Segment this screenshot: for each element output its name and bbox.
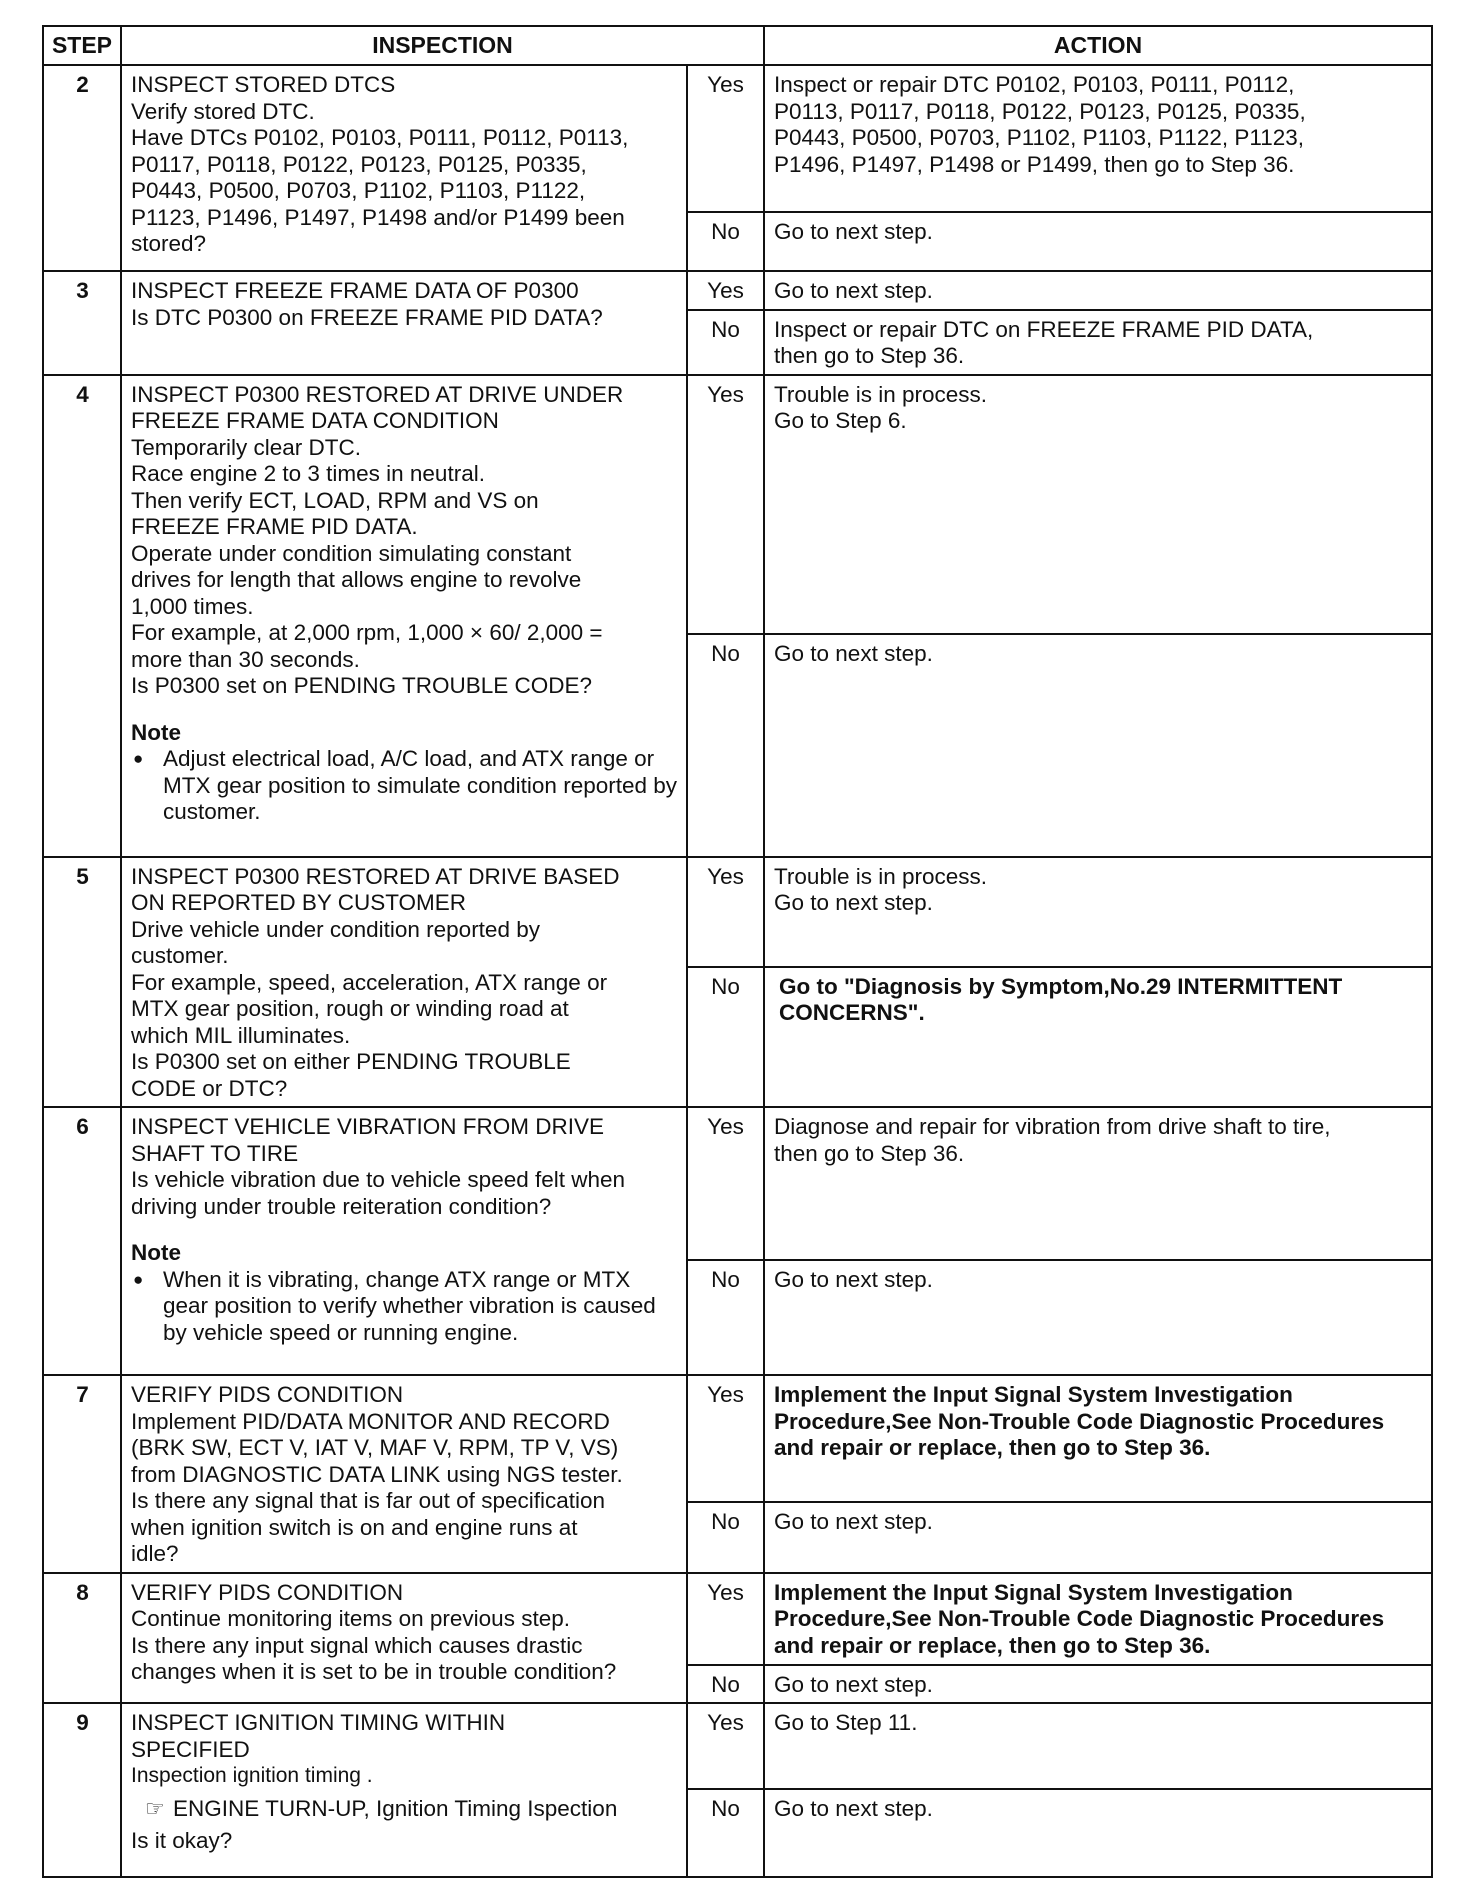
- inspection-line: Have DTCs P0102, P0103, P0111, P0112, P0113,: [131, 125, 629, 150]
- table-row: [43, 1573, 1432, 1665]
- action-line: Go to next step.: [774, 1509, 933, 1534]
- no-label: No: [687, 1789, 764, 1877]
- action-line: Go to next step.: [774, 890, 933, 915]
- action-line: then go to Step 36.: [774, 1140, 965, 1166]
- yes-label: Yes: [687, 1375, 764, 1502]
- table-row: [43, 857, 1432, 967]
- note-heading: Note: [131, 719, 181, 745]
- action-line: Go to next step.: [774, 1267, 933, 1292]
- action-cell: [764, 212, 1432, 271]
- action-line: and repair or replace, then go to Step 36.: [774, 1435, 1211, 1460]
- table-row: [43, 1107, 1432, 1260]
- action-cell: [764, 857, 1432, 967]
- action-cell: [764, 1260, 1432, 1375]
- action-cell: [764, 310, 1432, 375]
- no-label: No: [687, 212, 764, 271]
- note-bullet: ● When it is vibrating, change ATX range or MTX gear position to verify whether vibration is caused by vehicle speed or running engine.: [131, 1267, 678, 1347]
- table-row: [43, 1375, 1432, 1502]
- action-cell: [764, 375, 1432, 634]
- step-number: 4: [43, 375, 121, 857]
- inspection-line: when ignition switch is on and engine runs at: [131, 1514, 578, 1540]
- inspection-line: Race engine 2 to 3 times in neutral.: [131, 461, 485, 486]
- action-line: Go to next step.: [774, 1796, 933, 1821]
- action-line: Inspect or repair DTC P0102, P0103, P0111, P0112,: [774, 72, 1295, 97]
- inspection-line: VERIFY PIDS CONDITION: [131, 1579, 404, 1605]
- action-cell: [764, 1375, 1432, 1502]
- yes-label: Yes: [687, 1107, 764, 1260]
- inspection-line: Drive vehicle under condition reported by: [131, 916, 540, 942]
- inspection-line: SPECIFIED: [131, 1736, 250, 1762]
- action-cell: [764, 1573, 1432, 1665]
- inspection-line: Continue monitoring items on previous step.: [131, 1606, 570, 1631]
- inspection-cell: [121, 65, 687, 271]
- inspection-cell: [121, 1703, 687, 1877]
- no-label: No: [687, 1260, 764, 1375]
- action-cell: [764, 271, 1432, 310]
- inspection-cell: [121, 375, 687, 857]
- action-line: and repair or replace, then go to Step 36.: [774, 1632, 1211, 1658]
- inspection-line: from DIAGNOSTIC DATA LINK using NGS tester.: [131, 1461, 623, 1487]
- action-line: Procedure,See Non-Trouble Code Diagnostic Procedures: [774, 1606, 1385, 1631]
- action-line: P0443, P0500, P0703, P1102, P1103, P1122, P1123,: [774, 125, 1305, 150]
- no-label: No: [687, 634, 764, 857]
- inspection-line: driving under trouble reiteration condition?: [131, 1193, 552, 1219]
- no-label: No: [687, 310, 764, 375]
- action-line: Go to "Diagnosis by Symptom,No.29 INTERMITTENT: [779, 973, 1343, 999]
- action-line: CONCERNS".: [779, 1000, 925, 1025]
- inspection-line: Is P0300 set on either PENDING TROUBLE: [131, 1049, 571, 1074]
- table-row: [43, 271, 1432, 310]
- yes-label: Yes: [687, 1703, 764, 1789]
- inspection-cell: [121, 1375, 687, 1573]
- no-label: No: [687, 1502, 764, 1573]
- inspection-line: stored?: [131, 231, 207, 256]
- action-cell: [764, 1789, 1432, 1877]
- action-cell: [764, 1665, 1432, 1704]
- action-line: P0113, P0117, P0118, P0122, P0123, P0125, P0335,: [774, 98, 1306, 124]
- yes-label: Yes: [687, 857, 764, 967]
- action-line: Diagnose and repair for vibration from drive shaft to tire,: [774, 1114, 1331, 1139]
- no-label: No: [687, 967, 764, 1108]
- inspection-cell: [121, 271, 687, 375]
- inspection-line: Operate under condition simulating constant: [131, 540, 572, 566]
- note-bullet: ● Adjust electrical load, A/C load, and ATX range or MTX gear position to simulate condition reported by customer.: [131, 746, 678, 826]
- reference-link[interactable]: [131, 1796, 678, 1823]
- step-number: 6: [43, 1107, 121, 1375]
- inspection-line: CODE or DTC?: [131, 1075, 288, 1101]
- inspection-question: Is it okay?: [131, 1828, 233, 1853]
- inspection-cell: [121, 1107, 687, 1375]
- action-line: Implement the Input Signal System Investigation: [774, 1579, 1293, 1605]
- inspection-line: P1123, P1496, P1497, P1498 and/or P1499 been: [131, 204, 625, 230]
- table-row: [43, 65, 1432, 212]
- action-line: Go to Step 6.: [774, 408, 907, 433]
- inspection-line: INSPECT FREEZE FRAME DATA OF P0300: [131, 278, 579, 303]
- inspection-line: Inspection ignition timing .: [131, 1764, 373, 1787]
- hand-pointer-icon: ☞: [145, 1795, 165, 1821]
- yes-label: Yes: [687, 1573, 764, 1665]
- inspection-line: (BRK SW, ECT V, IAT V, MAF V, RPM, TP V, VS): [131, 1435, 619, 1460]
- inspection-line: FREEZE FRAME DATA CONDITION: [131, 408, 499, 433]
- inspection-line: INSPECT STORED DTCS: [131, 72, 396, 97]
- inspection-line: Implement PID/DATA MONITOR AND RECORD: [131, 1408, 610, 1434]
- table-row: [43, 375, 1432, 634]
- inspection-cell: [121, 1573, 687, 1704]
- action-cell: [764, 1502, 1432, 1573]
- action-cell: [764, 634, 1432, 857]
- action-line: Implement the Input Signal System Investigation: [774, 1382, 1293, 1407]
- inspection-line: MTX gear position, rough or winding road at: [131, 996, 569, 1021]
- diagnostic-table: [42, 25, 1433, 1878]
- step-number: 5: [43, 857, 121, 1108]
- inspection-line: INSPECT P0300 RESTORED AT DRIVE UNDER: [131, 381, 624, 407]
- inspection-line: Is vehicle vibration due to vehicle speed felt when: [131, 1167, 626, 1192]
- action-cell: [764, 967, 1432, 1108]
- inspection-line: For example, at 2,000 rpm, 1,000 × 60/ 2,000 =: [131, 620, 603, 645]
- inspection-line: changes when it is set to be in trouble condition?: [131, 1659, 617, 1684]
- action-line: P1496, P1497, P1498 or P1499, then go to Step 36.: [774, 151, 1295, 177]
- action-line: Go to next step.: [774, 1671, 933, 1697]
- reference-text: ENGINE TURN-UP, Ignition Timing Ispection: [173, 1795, 618, 1821]
- step-number: 9: [43, 1703, 121, 1877]
- action-line: Go to next step.: [774, 640, 933, 666]
- header-inspection: INSPECTION: [121, 26, 764, 65]
- yes-label: Yes: [687, 271, 764, 310]
- yes-label: Yes: [687, 375, 764, 634]
- inspection-line: Is there any input signal which causes drastic: [131, 1632, 583, 1658]
- inspection-line: INSPECT VEHICLE VIBRATION FROM DRIVE: [131, 1114, 604, 1139]
- inspection-line: idle?: [131, 1541, 179, 1566]
- header-step: STEP: [43, 26, 121, 65]
- inspection-line: Is there any signal that is far out of specification: [131, 1488, 606, 1513]
- action-line: Go to next step.: [774, 219, 933, 244]
- step-number: 3: [43, 271, 121, 375]
- inspection-line: FREEZE FRAME PID DATA.: [131, 514, 418, 539]
- inspection-line: more than 30 seconds.: [131, 646, 360, 672]
- inspection-line: customer.: [131, 943, 229, 968]
- inspection-line: drives for length that allows engine to revolve: [131, 567, 582, 592]
- action-line: Procedure,See Non-Trouble Code Diagnostic Procedures: [774, 1408, 1385, 1434]
- inspection-line: Then verify ECT, LOAD, RPM and VS on: [131, 487, 539, 513]
- inspection-line: VERIFY PIDS CONDITION: [131, 1382, 404, 1407]
- inspection-cell: [121, 857, 687, 1108]
- inspection-line: Temporarily clear DTC.: [131, 434, 362, 460]
- inspection-line: Is P0300 set on PENDING TROUBLE CODE?: [131, 673, 593, 698]
- action-line: Go to Step 11.: [774, 1710, 918, 1735]
- action-cell: [764, 1107, 1432, 1260]
- inspection-line: SHAFT TO TIRE: [131, 1140, 299, 1166]
- action-line: Trouble is in process.: [774, 381, 988, 407]
- inspection-line: ON REPORTED BY CUSTOMER: [131, 890, 467, 915]
- action-cell: [764, 65, 1432, 212]
- step-number: 2: [43, 65, 121, 271]
- no-label: No: [687, 1665, 764, 1704]
- yes-label: Yes: [687, 65, 764, 212]
- inspection-line: 1,000 times.: [131, 593, 254, 619]
- action-line: Go to next step.: [774, 278, 933, 303]
- inspection-line: INSPECT IGNITION TIMING WITHIN: [131, 1710, 506, 1735]
- table-row: [43, 1703, 1432, 1789]
- inspection-line: which MIL illuminates.: [131, 1022, 351, 1048]
- action-line: then go to Step 36.: [774, 343, 965, 368]
- header-action: ACTION: [764, 26, 1432, 65]
- table-header-row: [43, 26, 1432, 65]
- inspection-line: P0117, P0118, P0122, P0123, P0125, P0335,: [131, 151, 587, 177]
- inspection-line: P0443, P0500, P0703, P1102, P1103, P1122,: [131, 178, 586, 203]
- step-number: 7: [43, 1375, 121, 1573]
- action-cell: [764, 1703, 1432, 1789]
- inspection-line: Verify stored DTC.: [131, 98, 315, 124]
- inspection-line: For example, speed, acceleration, ATX range or: [131, 969, 608, 995]
- inspection-line: INSPECT P0300 RESTORED AT DRIVE BASED: [131, 863, 620, 889]
- note-heading: Note: [131, 1240, 181, 1265]
- inspection-line: Is DTC P0300 on FREEZE FRAME PID DATA?: [131, 304, 603, 330]
- step-number: 8: [43, 1573, 121, 1704]
- action-line: Trouble is in process.: [774, 863, 988, 889]
- action-line: Inspect or repair DTC on FREEZE FRAME PID DATA,: [774, 316, 1314, 342]
